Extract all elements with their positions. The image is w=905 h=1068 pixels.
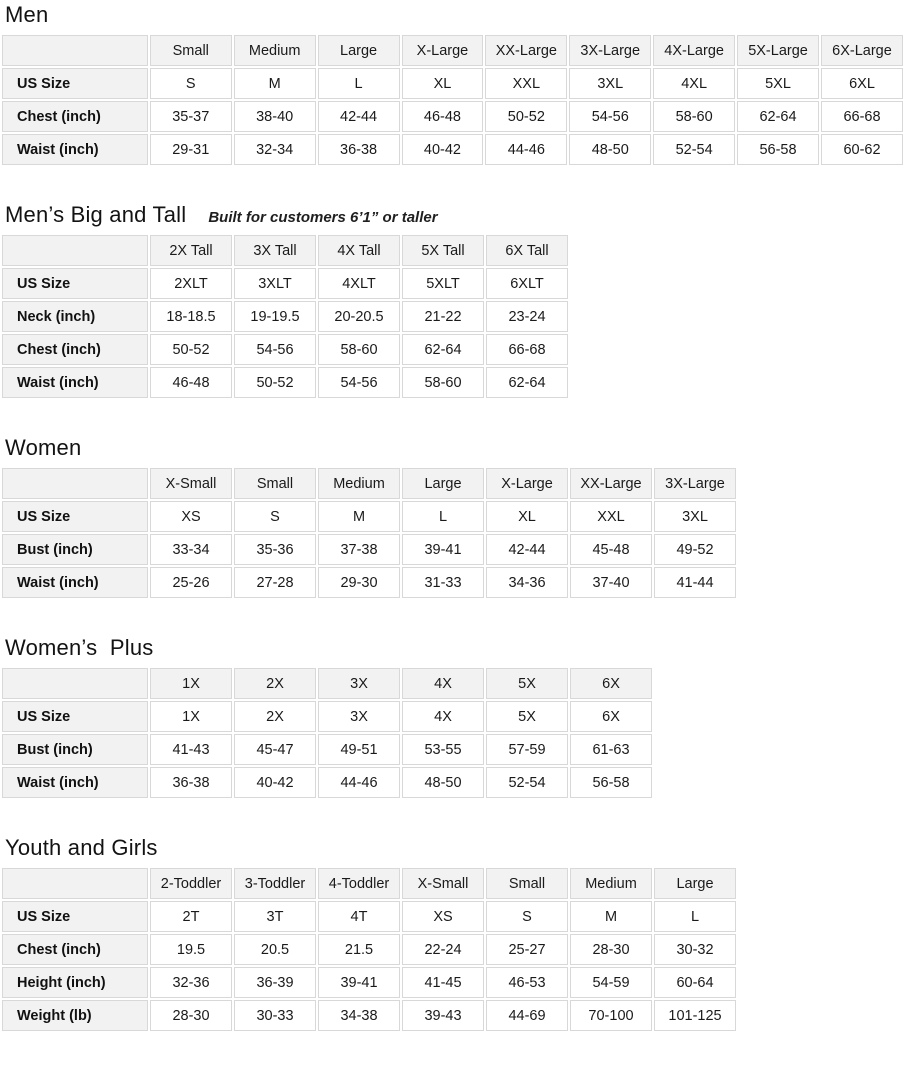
- value-cell: 19.5: [150, 934, 232, 965]
- value-cell: 32-36: [150, 967, 232, 998]
- column-header: 2X: [234, 668, 316, 699]
- column-header: Small: [150, 35, 232, 66]
- table-row: [2, 967, 736, 998]
- row-label: Bust (inch): [2, 734, 148, 765]
- value-cell: 3XL: [569, 68, 651, 99]
- column-header: Medium: [234, 35, 316, 66]
- value-cell: M: [570, 901, 652, 932]
- value-cell: 25-27: [486, 934, 568, 965]
- section-header: [5, 835, 905, 861]
- value-cell: 39-41: [402, 534, 484, 565]
- row-label: Chest (inch): [2, 101, 148, 132]
- table-row: [2, 901, 736, 932]
- value-cell: 27-28: [234, 567, 316, 598]
- value-cell: M: [234, 68, 316, 99]
- value-cell: 44-46: [485, 134, 567, 165]
- value-cell: 4T: [318, 901, 400, 932]
- value-cell: 2X: [234, 701, 316, 732]
- column-header-row: [2, 468, 736, 499]
- row-label: US Size: [2, 901, 148, 932]
- column-header: 4X-Large: [653, 35, 735, 66]
- value-cell: 39-41: [318, 967, 400, 998]
- value-cell: 34-36: [486, 567, 568, 598]
- value-cell: XS: [150, 501, 232, 532]
- value-cell: L: [318, 68, 400, 99]
- value-cell: 42-44: [318, 101, 400, 132]
- value-cell: 6X: [570, 701, 652, 732]
- value-cell: 45-47: [234, 734, 316, 765]
- section-header: [5, 635, 905, 661]
- column-header-row: [2, 35, 903, 66]
- value-cell: 3XLT: [234, 268, 316, 299]
- value-cell: 2XLT: [150, 268, 232, 299]
- column-header: Large: [402, 468, 484, 499]
- value-cell: XXL: [485, 68, 567, 99]
- value-cell: S: [234, 501, 316, 532]
- value-cell: 35-37: [150, 101, 232, 132]
- value-cell: 18-18.5: [150, 301, 232, 332]
- value-cell: 58-60: [653, 101, 735, 132]
- column-header: 5X: [486, 668, 568, 699]
- size-section: [0, 2, 905, 167]
- section-title: Women: [5, 435, 82, 460]
- size-section: [0, 435, 905, 600]
- value-cell: L: [654, 901, 736, 932]
- value-cell: 6XLT: [486, 268, 568, 299]
- column-header: 6X-Large: [821, 35, 903, 66]
- row-label: US Size: [2, 701, 148, 732]
- column-header: 2X Tall: [150, 235, 232, 266]
- value-cell: 21.5: [318, 934, 400, 965]
- value-cell: S: [150, 68, 232, 99]
- value-cell: 48-50: [569, 134, 651, 165]
- column-header: Small: [486, 868, 568, 899]
- value-cell: 61-63: [570, 734, 652, 765]
- corner-cell: [2, 35, 148, 66]
- value-cell: 60-62: [821, 134, 903, 165]
- column-header: Medium: [318, 468, 400, 499]
- value-cell: XS: [402, 901, 484, 932]
- column-header: 6X: [570, 668, 652, 699]
- value-cell: 5XL: [737, 68, 819, 99]
- value-cell: 48-50: [402, 767, 484, 798]
- column-header: 5X-Large: [737, 35, 819, 66]
- section-header: [5, 202, 905, 228]
- row-label: Waist (inch): [2, 134, 148, 165]
- value-cell: 29-31: [150, 134, 232, 165]
- size-table: [0, 33, 905, 167]
- value-cell: L: [402, 501, 484, 532]
- value-cell: 42-44: [486, 534, 568, 565]
- column-header: 2-Toddler: [150, 868, 232, 899]
- value-cell: 54-56: [569, 101, 651, 132]
- value-cell: 37-40: [570, 567, 652, 598]
- section-header: [5, 2, 905, 28]
- value-cell: 29-30: [318, 567, 400, 598]
- value-cell: 66-68: [821, 101, 903, 132]
- row-label: Waist (inch): [2, 367, 148, 398]
- column-header: X-Small: [150, 468, 232, 499]
- value-cell: 54-59: [570, 967, 652, 998]
- value-cell: 36-38: [318, 134, 400, 165]
- value-cell: 3X: [318, 701, 400, 732]
- column-header: Large: [654, 868, 736, 899]
- column-header: XX-Large: [485, 35, 567, 66]
- table-row: [2, 767, 652, 798]
- row-label: Height (inch): [2, 967, 148, 998]
- column-header: X-Large: [402, 35, 484, 66]
- value-cell: 2T: [150, 901, 232, 932]
- value-cell: 62-64: [402, 334, 484, 365]
- value-cell: 36-39: [234, 967, 316, 998]
- size-section: [0, 635, 905, 800]
- value-cell: 53-55: [402, 734, 484, 765]
- column-header: Small: [234, 468, 316, 499]
- value-cell: 36-38: [150, 767, 232, 798]
- column-header-row: [2, 668, 652, 699]
- table-row: [2, 734, 652, 765]
- value-cell: 25-26: [150, 567, 232, 598]
- value-cell: 33-34: [150, 534, 232, 565]
- table-row: [2, 101, 903, 132]
- table-row: [2, 367, 568, 398]
- row-label: Waist (inch): [2, 767, 148, 798]
- value-cell: 56-58: [570, 767, 652, 798]
- column-header: 4-Toddler: [318, 868, 400, 899]
- value-cell: 19-19.5: [234, 301, 316, 332]
- value-cell: 5XLT: [402, 268, 484, 299]
- corner-cell: [2, 668, 148, 699]
- column-header: 4X Tall: [318, 235, 400, 266]
- value-cell: 49-51: [318, 734, 400, 765]
- section-title: Women’s Plus: [5, 635, 154, 660]
- value-cell: 101-125: [654, 1000, 736, 1031]
- column-header: 3X-Large: [654, 468, 736, 499]
- table-row: [2, 501, 736, 532]
- corner-cell: [2, 235, 148, 266]
- table-row: [2, 1000, 736, 1031]
- value-cell: XL: [402, 68, 484, 99]
- section-header: [5, 435, 905, 461]
- column-header-row: [2, 868, 736, 899]
- value-cell: 39-43: [402, 1000, 484, 1031]
- value-cell: 46-48: [402, 101, 484, 132]
- table-row: [2, 134, 903, 165]
- value-cell: 44-46: [318, 767, 400, 798]
- table-row: [2, 334, 568, 365]
- value-cell: 46-53: [486, 967, 568, 998]
- row-label: Chest (inch): [2, 334, 148, 365]
- section-title: Men’s Big and Tall: [5, 202, 187, 227]
- corner-cell: [2, 868, 148, 899]
- value-cell: XXL: [570, 501, 652, 532]
- row-label: Waist (inch): [2, 567, 148, 598]
- value-cell: 21-22: [402, 301, 484, 332]
- value-cell: 52-54: [653, 134, 735, 165]
- value-cell: 62-64: [486, 367, 568, 398]
- value-cell: 62-64: [737, 101, 819, 132]
- value-cell: 41-44: [654, 567, 736, 598]
- column-header: 4X: [402, 668, 484, 699]
- row-label: Neck (inch): [2, 301, 148, 332]
- section-title: Youth and Girls: [5, 835, 158, 860]
- size-section: [0, 202, 905, 400]
- row-label: Chest (inch): [2, 934, 148, 965]
- value-cell: 28-30: [570, 934, 652, 965]
- value-cell: 40-42: [402, 134, 484, 165]
- value-cell: 20.5: [234, 934, 316, 965]
- value-cell: 37-38: [318, 534, 400, 565]
- value-cell: 4XLT: [318, 268, 400, 299]
- corner-cell: [2, 468, 148, 499]
- value-cell: 35-36: [234, 534, 316, 565]
- size-table: [0, 466, 738, 600]
- table-row: [2, 68, 903, 99]
- value-cell: 58-60: [318, 334, 400, 365]
- column-header: 1X: [150, 668, 232, 699]
- value-cell: 4XL: [653, 68, 735, 99]
- value-cell: 46-48: [150, 367, 232, 398]
- column-header: 6X Tall: [486, 235, 568, 266]
- value-cell: 23-24: [486, 301, 568, 332]
- column-header: X-Large: [486, 468, 568, 499]
- value-cell: 30-33: [234, 1000, 316, 1031]
- row-label: US Size: [2, 268, 148, 299]
- value-cell: 54-56: [318, 367, 400, 398]
- table-row: [2, 301, 568, 332]
- size-table: [0, 866, 738, 1033]
- value-cell: S: [486, 901, 568, 932]
- row-label: Weight (lb): [2, 1000, 148, 1031]
- size-table: [0, 666, 654, 800]
- size-section: [0, 835, 905, 1033]
- value-cell: 3T: [234, 901, 316, 932]
- table-row: [2, 701, 652, 732]
- column-header: 3X: [318, 668, 400, 699]
- value-cell: 1X: [150, 701, 232, 732]
- value-cell: 32-34: [234, 134, 316, 165]
- value-cell: 22-24: [402, 934, 484, 965]
- column-header: Medium: [570, 868, 652, 899]
- value-cell: 38-40: [234, 101, 316, 132]
- value-cell: 28-30: [150, 1000, 232, 1031]
- column-header: 3-Toddler: [234, 868, 316, 899]
- table-row: [2, 934, 736, 965]
- value-cell: 30-32: [654, 934, 736, 965]
- value-cell: 41-45: [402, 967, 484, 998]
- value-cell: 44-69: [486, 1000, 568, 1031]
- column-header: XX-Large: [570, 468, 652, 499]
- value-cell: 40-42: [234, 767, 316, 798]
- value-cell: 41-43: [150, 734, 232, 765]
- value-cell: 56-58: [737, 134, 819, 165]
- section-subtitle: Built for customers 6’1” or taller: [208, 209, 438, 226]
- row-label: US Size: [2, 68, 148, 99]
- value-cell: 45-48: [570, 534, 652, 565]
- value-cell: 50-52: [150, 334, 232, 365]
- value-cell: 50-52: [485, 101, 567, 132]
- table-row: [2, 567, 736, 598]
- column-header-row: [2, 235, 568, 266]
- value-cell: 60-64: [654, 967, 736, 998]
- column-header: 5X Tall: [402, 235, 484, 266]
- column-header: X-Small: [402, 868, 484, 899]
- value-cell: XL: [486, 501, 568, 532]
- value-cell: 66-68: [486, 334, 568, 365]
- value-cell: 20-20.5: [318, 301, 400, 332]
- row-label: Bust (inch): [2, 534, 148, 565]
- column-header: 3X-Large: [569, 35, 651, 66]
- value-cell: 4X: [402, 701, 484, 732]
- value-cell: 6XL: [821, 68, 903, 99]
- value-cell: 31-33: [402, 567, 484, 598]
- value-cell: 52-54: [486, 767, 568, 798]
- section-title: Men: [5, 2, 49, 27]
- table-row: [2, 268, 568, 299]
- value-cell: 3XL: [654, 501, 736, 532]
- value-cell: 49-52: [654, 534, 736, 565]
- table-row: [2, 534, 736, 565]
- value-cell: 50-52: [234, 367, 316, 398]
- value-cell: M: [318, 501, 400, 532]
- value-cell: 54-56: [234, 334, 316, 365]
- size-table: [0, 233, 570, 400]
- value-cell: 57-59: [486, 734, 568, 765]
- column-header: 3X Tall: [234, 235, 316, 266]
- value-cell: 5X: [486, 701, 568, 732]
- row-label: US Size: [2, 501, 148, 532]
- value-cell: 34-38: [318, 1000, 400, 1031]
- value-cell: 70-100: [570, 1000, 652, 1031]
- column-header: Large: [318, 35, 400, 66]
- value-cell: 58-60: [402, 367, 484, 398]
